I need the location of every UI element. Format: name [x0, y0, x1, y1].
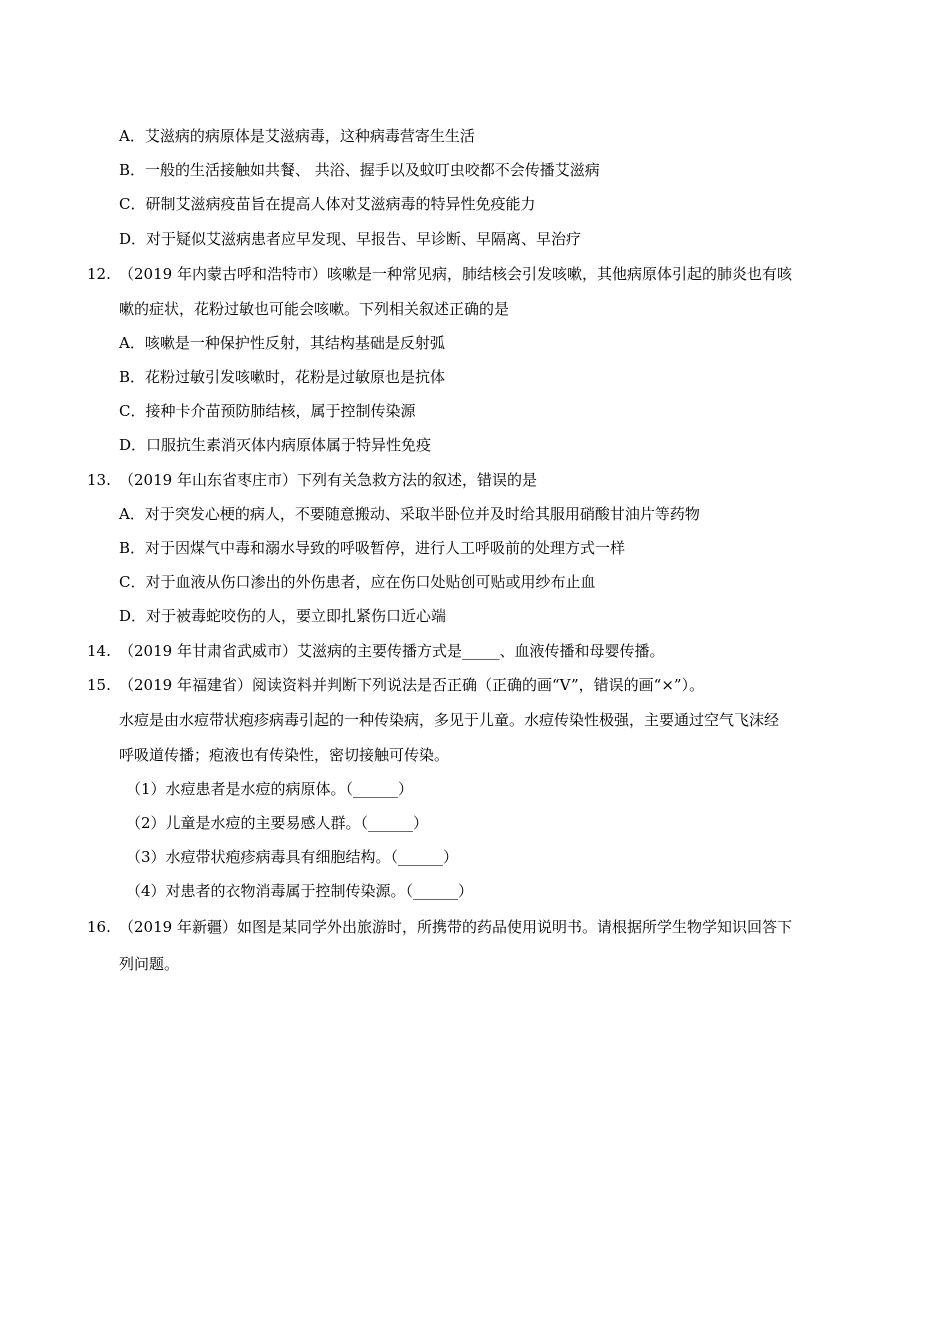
q16-stem-line1: （2019 年新疆）如图是某同学外出旅游时，所携带的药品使用说明书。请根据所学生物学知识回答下 [119, 918, 792, 936]
q13-number: 13. [87, 471, 111, 489]
q15-item-1: （1）水痘患者是水痘的病原体。（______） [126, 780, 414, 798]
q11-option-c: C．研制艾滋病疫苗旨在提高人体对艾滋病毒的特异性免疫能力 [119, 195, 536, 213]
q15-item-3: （3）水痘带状疱疹病毒具有细胞结构。（______） [126, 848, 459, 866]
q12-stem-line1: （2019 年内蒙古呼和浩特市）咳嗽是一种常见病，肺结核会引发咳嗽，其他病原体引起的肺炎也有咳 [119, 265, 792, 283]
q15-stem: （2019 年福建省）阅读资料并判断下列说法是否正确（正确的画“V”，错误的画“×”）。 [119, 676, 705, 694]
q12-option-b: B．花粉过敏引发咳嗽时，花粉是过敏原也是抗体 [119, 368, 446, 386]
q11-option-d: D．对于疑似艾滋病患者应早发现、早报告、早诊断、早隔离、早治疗 [119, 230, 582, 248]
q13-option-c: C．对于血液从伤口渗出的外伤患者，应在伤口处贴创可贴或用纱布止血 [119, 573, 596, 591]
q14-stem: （2019 年甘肃省武威市）艾滋病的主要传播方式是_____、血液传播和母婴传播。 [119, 642, 665, 660]
q12-option-c: C．接种卡介苗预防肺结核，属于控制传染源 [119, 402, 416, 420]
q13-option-d: D．对于被毒蛇咬伤的人，要立即扎紧伤口近心端 [119, 607, 447, 625]
q15-item-4: （4）对患者的衣物消毒属于控制传染源。（______） [126, 882, 474, 900]
q15-material-line1: 水痘是由水痘带状疱疹病毒引起的一种传染病，多见于儿童。水痘传染性极强，主要通过空气飞沫经 [119, 711, 780, 729]
q12-option-d: D．口服抗生素消灭体内病原体属于特异性免疫 [119, 436, 432, 454]
q12-number: 12. [87, 265, 111, 283]
q11-option-b: B．一般的生活接触如共餐、 共浴、握手以及蚊叮虫咬都不会传播艾滋病 [119, 161, 600, 179]
q12-stem-line2: 嗽的症状，花粉过敏也可能会咳嗽。下列相关叙述正确的是 [119, 300, 510, 318]
q12-option-a: A．咳嗽是一种保护性反射，其结构基础是反射弧 [119, 334, 445, 352]
q16-number: 16. [87, 918, 111, 936]
q11-option-a: A．艾滋病的病原体是艾滋病毒，这种病毒营寄生生活 [119, 127, 475, 145]
q13-option-a: A．对于突发心梗的病人，不要随意搬动、采取半卧位并及时给其服用硝酸甘油片等药物 [119, 505, 700, 523]
q14-number: 14. [87, 642, 111, 660]
q15-item-2: （2）儿童是水痘的主要易感人群。（______） [126, 814, 429, 832]
q16-stem-line2: 列问题。 [119, 955, 180, 973]
q13-option-b: B．对于因煤气中毒和溺水导致的呼吸暂停，进行人工呼吸前的处理方式一样 [119, 539, 626, 557]
q15-material-line2: 呼吸道传播；疱液也有传染性，密切接触可传染。 [119, 746, 450, 764]
q13-stem: （2019 年山东省枣庄市）下列有关急救方法的叙述，错误的是 [119, 471, 537, 489]
q15-number: 15. [87, 676, 111, 694]
